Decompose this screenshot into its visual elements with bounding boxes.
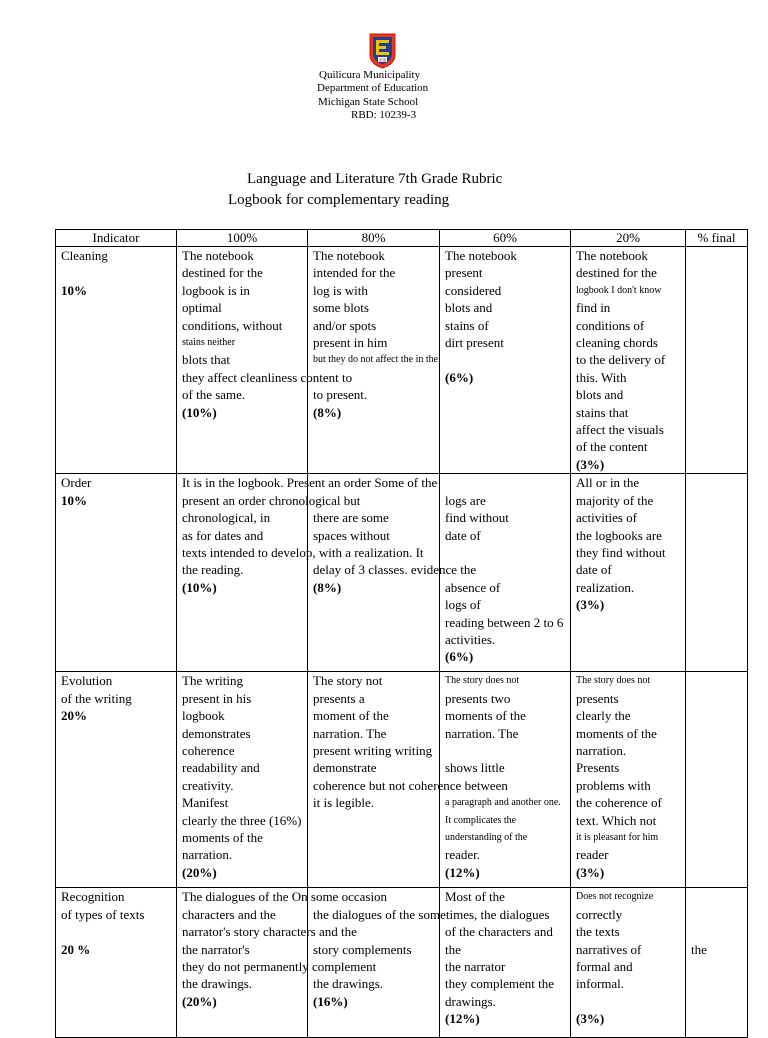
cell-line: the	[445, 941, 461, 957]
header-municipality: Quilicura Municipality	[319, 69, 421, 81]
cell-line: narration.	[576, 742, 627, 758]
cell-line	[445, 544, 565, 561]
cell-line: moments of the	[182, 829, 263, 845]
cell-line: blots and	[445, 300, 493, 316]
cell-line: affect the visuals	[576, 422, 664, 438]
crest-icon	[369, 33, 396, 69]
cell-line: a paragraph and another one.	[445, 797, 561, 809]
cell-line: 20 %	[61, 941, 91, 957]
header-80: 80%	[308, 230, 440, 247]
cell-line: blots and	[576, 387, 624, 403]
cell-line: narration.	[182, 847, 233, 863]
cell-line: 10%	[61, 492, 87, 508]
cell-line: present in him	[313, 335, 388, 351]
cell-line: (6%)	[445, 649, 474, 665]
cell-line: reader.	[445, 847, 481, 863]
cell-line: logbook	[182, 708, 225, 724]
cell-line: clearly the three (16%)	[182, 812, 302, 828]
cell-line	[445, 777, 565, 794]
cell-line: story complements	[313, 941, 412, 957]
cell-line: (16%)	[313, 993, 348, 1009]
header-rbd: RBD: 10239-3	[351, 109, 417, 121]
cell-line: narration. The	[445, 725, 519, 741]
cell-line: The writing	[182, 673, 244, 689]
cell-line: activities of	[576, 510, 638, 526]
cell-line: moment of the	[313, 708, 389, 724]
cell-line: (20%)	[182, 864, 217, 880]
cell-line: dirt present	[445, 335, 504, 351]
cell-line: majority of the	[576, 492, 654, 508]
cell-20	[571, 474, 686, 672]
cell-line: shows little	[445, 760, 505, 776]
cell-line: present an order chronological but	[182, 492, 361, 508]
cell-line	[313, 544, 434, 561]
cell-line	[691, 923, 742, 940]
cell-line: logs are	[445, 492, 486, 508]
cell-20	[571, 672, 686, 888]
cell-line: (3%)	[576, 456, 605, 472]
cell-line: conditions of	[576, 317, 645, 333]
cell-line	[313, 958, 434, 975]
cell-line: this. With	[576, 369, 627, 385]
table-header-row	[56, 230, 748, 247]
cell-line	[445, 561, 565, 578]
cell-line: reading between 2 to 6	[445, 614, 564, 630]
cell-line: delay of 3 classes. evidence the	[313, 562, 477, 578]
cell-line: stains of	[445, 317, 489, 333]
table-row-order	[56, 474, 748, 672]
rubric-table	[55, 229, 748, 1038]
cell-line: (3%)	[576, 597, 605, 613]
cell-line: formal and	[576, 958, 633, 974]
table-row-evolution	[56, 672, 748, 888]
cell-line: the drawings.	[313, 976, 384, 992]
cell-line: reader	[576, 847, 609, 863]
indicator-cell	[56, 888, 177, 1038]
cell-final	[686, 247, 748, 474]
cell-line: The notebook	[313, 248, 385, 263]
cell-line: blots that	[182, 352, 231, 368]
cell-line	[313, 492, 434, 509]
cell-line: (12%)	[445, 864, 480, 880]
cell-line: The notebook	[576, 248, 648, 263]
cell-line: of the same.	[182, 387, 246, 403]
cell-line: it is legible.	[313, 795, 375, 811]
cell-line: of types of texts	[61, 906, 145, 922]
cell-line: destined for the	[182, 265, 263, 281]
cell-line: understanding of the	[445, 831, 528, 843]
cell-line: Manifest	[182, 795, 229, 811]
cell-line: Cleaning	[61, 248, 108, 263]
cell-line: they affect cleanliness content to	[182, 369, 353, 385]
cell-100	[177, 672, 308, 888]
cell-line	[576, 993, 680, 1010]
header-department: Department of Education	[317, 82, 429, 94]
school-logo	[369, 33, 396, 69]
cell-line: considered	[445, 282, 502, 298]
cell-line: 20%	[61, 708, 87, 724]
cell-line: intended for the	[313, 265, 396, 281]
cell-line: some blots	[313, 300, 369, 316]
indicator-cell	[56, 474, 177, 672]
cell-line: characters and the	[182, 906, 276, 922]
header-60: 60%	[440, 230, 571, 247]
cell-line: moments of the	[576, 725, 657, 741]
cell-line: the dialogues of the sometimes, the dialogues	[313, 906, 550, 922]
cell-60	[440, 474, 571, 672]
cell-line: find without	[445, 510, 509, 526]
page-subtitle: Logbook for complementary reading	[228, 192, 450, 208]
cell-line: date of	[445, 527, 481, 543]
cell-line: text. Which not	[576, 812, 657, 828]
cell-final	[686, 888, 748, 1038]
cell-line	[313, 888, 434, 905]
cell-line: (10%)	[182, 579, 217, 595]
header-final: % final	[686, 230, 748, 247]
cell-line: (12%)	[445, 1011, 480, 1027]
cell-line: (8%)	[313, 404, 342, 420]
cell-line: the coherence of	[576, 795, 662, 811]
cell-line: Most of the	[445, 889, 505, 905]
cell-line: narratives of	[576, 941, 642, 957]
cell-60	[440, 247, 571, 474]
cell-line: (10%)	[182, 404, 217, 420]
indicator-cell	[56, 247, 177, 474]
cell-line: destined for the	[576, 265, 657, 281]
cell-line: (6%)	[445, 369, 474, 385]
cell-line: (3%)	[576, 1011, 605, 1027]
cell-line: to present.	[313, 387, 368, 403]
cell-line	[691, 906, 742, 923]
cell-line: log is with	[313, 282, 368, 298]
cell-line	[445, 474, 565, 491]
cell-line: All or in the	[576, 475, 640, 491]
cell-line	[313, 923, 434, 940]
cell-line: creativity.	[182, 777, 234, 793]
cell-line: Recognition	[61, 889, 125, 905]
cell-line: presents a	[313, 690, 365, 706]
cell-20	[571, 888, 686, 1038]
cell-line: stains neither	[182, 337, 236, 349]
cell-line: chronological, in	[182, 510, 271, 526]
cell-line: there are some	[313, 510, 389, 526]
indicator-cell	[56, 672, 177, 888]
cell-line: readability and	[182, 760, 260, 776]
cell-line: date of	[576, 562, 612, 578]
cell-line: Order	[61, 475, 92, 491]
cell-line: Evolution	[61, 673, 113, 689]
cell-line	[445, 906, 565, 923]
cell-80	[308, 247, 440, 474]
cell-line: logbook is in	[182, 282, 250, 298]
cell-line: coherence	[182, 742, 235, 758]
cell-line: of the writing	[61, 690, 132, 706]
cell-line: the texts	[576, 924, 620, 940]
cell-line: logs of	[445, 597, 481, 613]
cell-final	[686, 672, 748, 888]
logo-number: 336	[378, 57, 387, 63]
cell-line	[445, 742, 565, 759]
cell-line: it is pleasant for him	[576, 831, 659, 843]
cell-line: the drawings.	[182, 976, 253, 992]
cell-line: find in	[576, 300, 611, 316]
cell-line: drawings.	[445, 993, 496, 1009]
cell-line	[61, 264, 171, 281]
cell-line: (3%)	[576, 864, 605, 880]
cell-line: the narrator's	[182, 941, 250, 957]
cell-line: of the characters and	[445, 924, 553, 940]
cell-line: moments of the	[445, 708, 526, 724]
cell-line: The dialogues of the On some occasion	[182, 889, 388, 905]
header-indicator: Indicator	[56, 230, 177, 247]
header-20: 20%	[571, 230, 686, 247]
cell-line: of the content	[576, 439, 648, 455]
cell-line: optimal	[182, 300, 222, 316]
cell-final	[686, 474, 748, 672]
cell-line: The notebook	[445, 248, 517, 263]
table-row-recognition	[56, 888, 748, 1038]
cell-line: It complicates the	[445, 814, 517, 826]
cell-line: and/or spots	[313, 317, 377, 333]
cell-line: presents	[576, 690, 619, 706]
header-100: 100%	[177, 230, 308, 247]
cell-line: they do not permanently complement	[182, 958, 377, 974]
page-title: Language and Literature 7th Grade Rubric	[247, 171, 503, 187]
cell-line: present in his	[182, 690, 252, 706]
cell-line: conditions, without	[182, 317, 283, 333]
cell-line: the	[691, 941, 707, 957]
cell-line: Does not recognize	[576, 891, 654, 903]
cell-line: The story does not	[576, 675, 651, 687]
cell-line: (20%)	[182, 993, 217, 1009]
cell-line: It is in the logbook. Present an order Some of the	[182, 475, 438, 491]
cell-line: demonstrates	[182, 725, 251, 741]
cell-60	[440, 888, 571, 1038]
cell-line: narrator's story characters and the	[182, 924, 357, 940]
cell-line: correctly	[576, 906, 623, 922]
cell-line: texts intended to develop, with a realization. It	[182, 544, 424, 560]
cell-line: but they do not affect the in the.	[313, 354, 441, 366]
cell-line: they complement the	[445, 976, 555, 992]
cell-line: (8%)	[313, 579, 342, 595]
cell-line: present	[445, 265, 483, 281]
cell-60	[440, 672, 571, 888]
cell-line: The story does not	[445, 675, 520, 687]
cell-20	[571, 247, 686, 474]
cell-line: 10%	[61, 282, 87, 298]
cell-line	[691, 888, 742, 905]
cell-line: informal.	[576, 976, 625, 992]
cell-line: stains that	[576, 404, 629, 420]
cell-line: activities.	[445, 631, 496, 647]
cell-line	[313, 474, 434, 491]
cell-line: clearly the	[576, 708, 631, 724]
cell-line: the logbooks are	[576, 527, 662, 543]
cell-line: absence of	[445, 579, 501, 595]
cell-line: spaces without	[313, 527, 390, 543]
cell-line: to the delivery of	[576, 352, 666, 368]
cell-line: logbook I don't know	[576, 284, 662, 296]
table-row-cleaning	[56, 247, 748, 474]
cell-line: as for dates and	[182, 527, 264, 543]
cell-line: presents two	[445, 690, 511, 706]
cell-line: narration. The	[313, 725, 387, 741]
cell-line: The story not	[313, 673, 383, 689]
cell-line: cleaning chords	[576, 335, 658, 351]
cell-line: the narrator	[445, 958, 506, 974]
cell-line: Presents	[576, 760, 620, 776]
cell-line: coherence but not coherence between	[313, 777, 508, 793]
cell-line: The notebook	[182, 248, 254, 263]
cell-line	[445, 351, 565, 368]
cell-line: present writing writing	[313, 742, 433, 758]
cell-line: the reading.	[182, 562, 244, 578]
header-school: Michigan State School	[318, 96, 419, 108]
cell-line: problems with	[576, 777, 651, 793]
cell-line: they find without	[576, 544, 666, 560]
cell-line	[61, 923, 171, 940]
cell-line: realization.	[576, 579, 635, 595]
cell-line	[313, 369, 434, 386]
cell-line: demonstrate	[313, 760, 377, 776]
